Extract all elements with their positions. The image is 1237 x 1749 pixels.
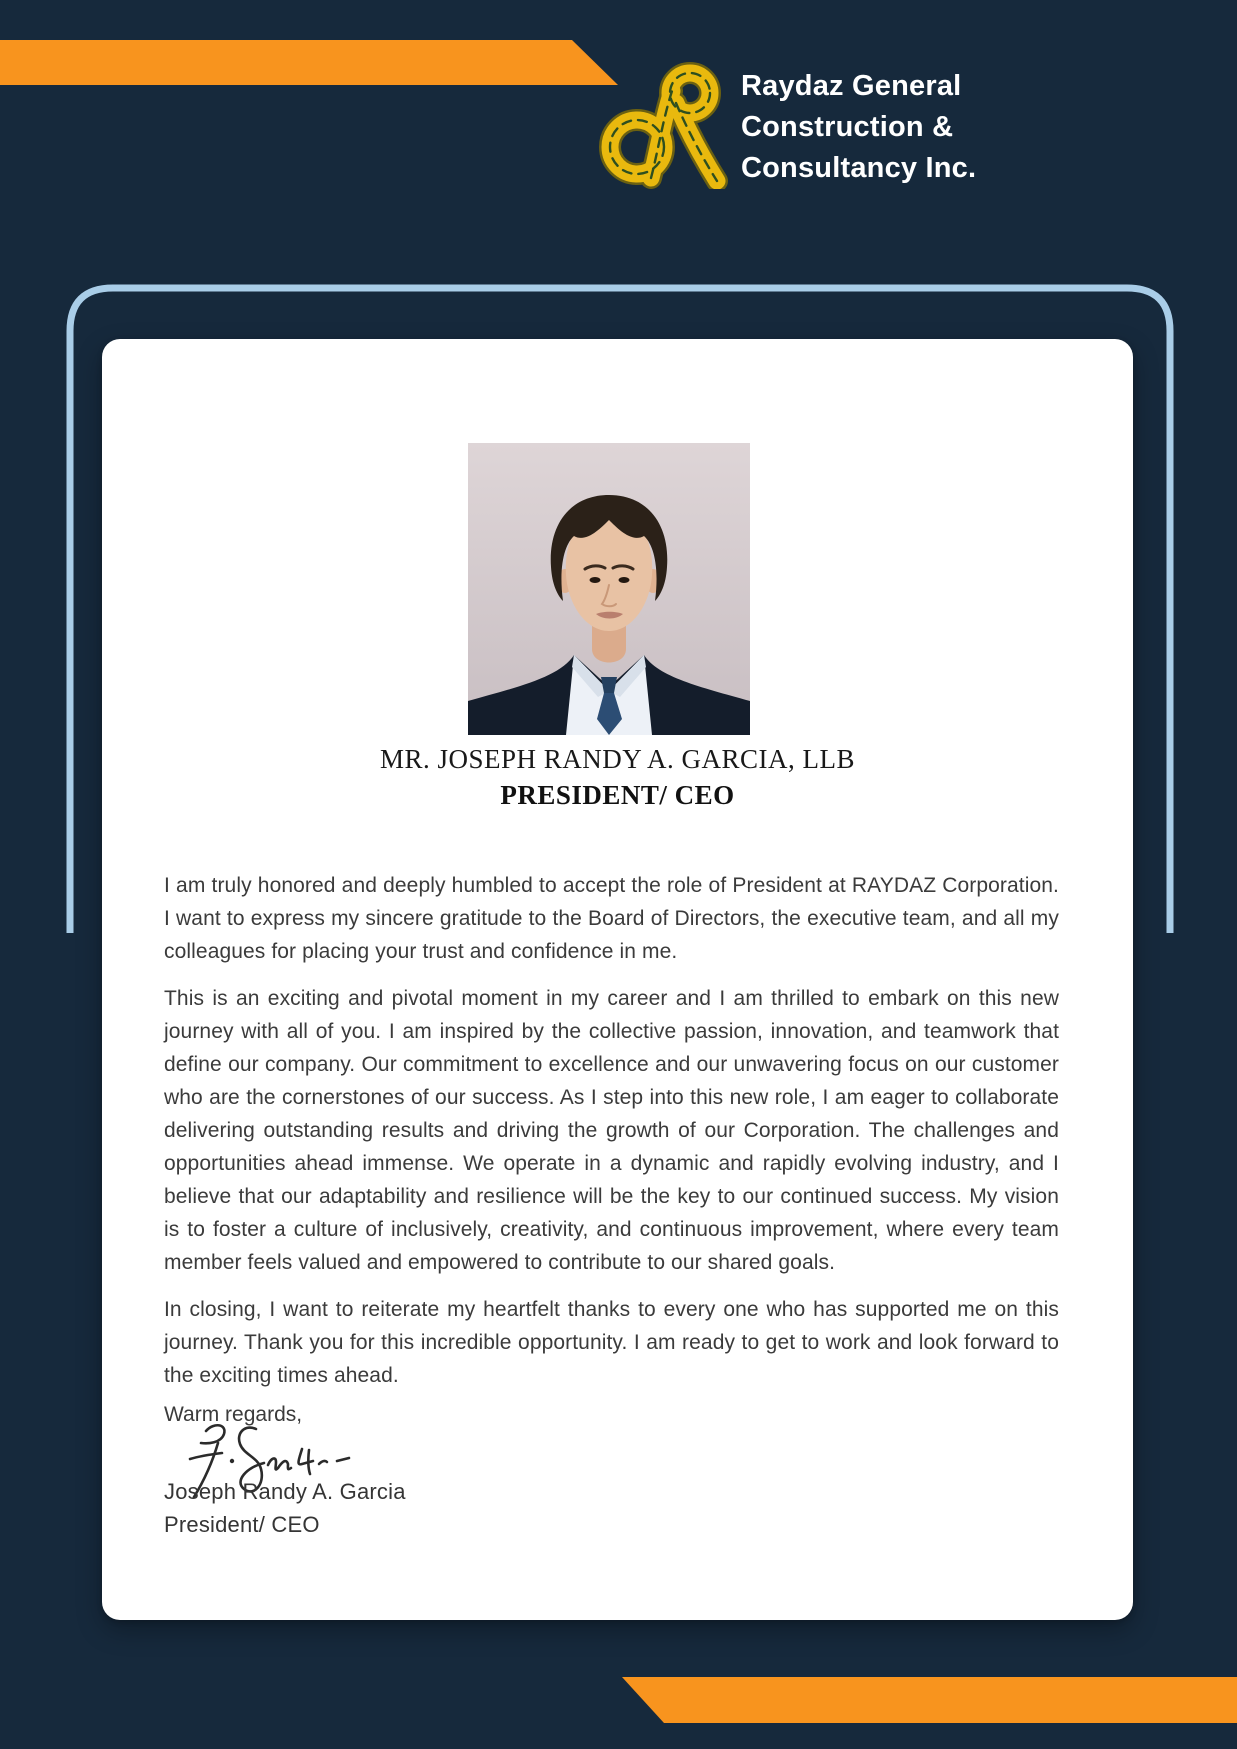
letter-body (164, 869, 1059, 1392)
letter-card (102, 339, 1133, 1620)
company-name (741, 66, 976, 189)
company-name-line3: Consultancy Inc. (741, 152, 977, 184)
executive-title: PRESIDENT/ CEO (500, 780, 735, 810)
paragraph-2: This is an exciting and pivotal moment in my career and I am thrilled to embark on this new journey with all of you. I am inspired by the collective passion, innovation, and teamwork that define our company. Our commitment to excellence and our unwavering focus on our customer who are the cornerstones of our success. As I step into this new role, I am eager to collaborate delivering outstanding results and driving the growth of our Corporation. The challenges and opportunities ahead immense. We operate in a dynamic and rapidly evolving industry, and I believe that our adaptability and resilience will be the key to our continued success. My vision is to foster a culture of inclusively, creativity, and continuous improvement, where every team member feels valued and empowered to contribute to our shared goals. (164, 987, 1059, 1274)
top-orange-ribbon (0, 40, 618, 85)
paragraph-1: I am truly honored and deeply humbled to accept the role of President at RAYDAZ Corporation. I want to express my sincere gratitude to the Board of Directors, the executive team, and all my colleagues for placing your trust and confidence in me. (164, 874, 1059, 963)
bottom-orange-ribbon (622, 1677, 1237, 1723)
signature-title: President/ CEO (164, 1512, 320, 1537)
executive-name: MR. JOSEPH RANDY A. GARCIA, LLB (379, 744, 856, 774)
signature-name: Joseph Randy A. Garcia (164, 1479, 406, 1504)
president-portrait-photo (468, 443, 750, 735)
paragraph-3: In closing, I want to reiterate my heartfelt thanks to every one who has supported me on this journey. Thank you for this incredible opportunity. I am ready to get to work and look forward to the exciting times ahead. (164, 1298, 1059, 1387)
company-name-line2: Construction & (741, 111, 954, 143)
closing-line: Warm regards, (164, 1403, 303, 1426)
company-logo-icon (597, 57, 737, 189)
company-name-line1: Raydaz General (741, 70, 962, 102)
